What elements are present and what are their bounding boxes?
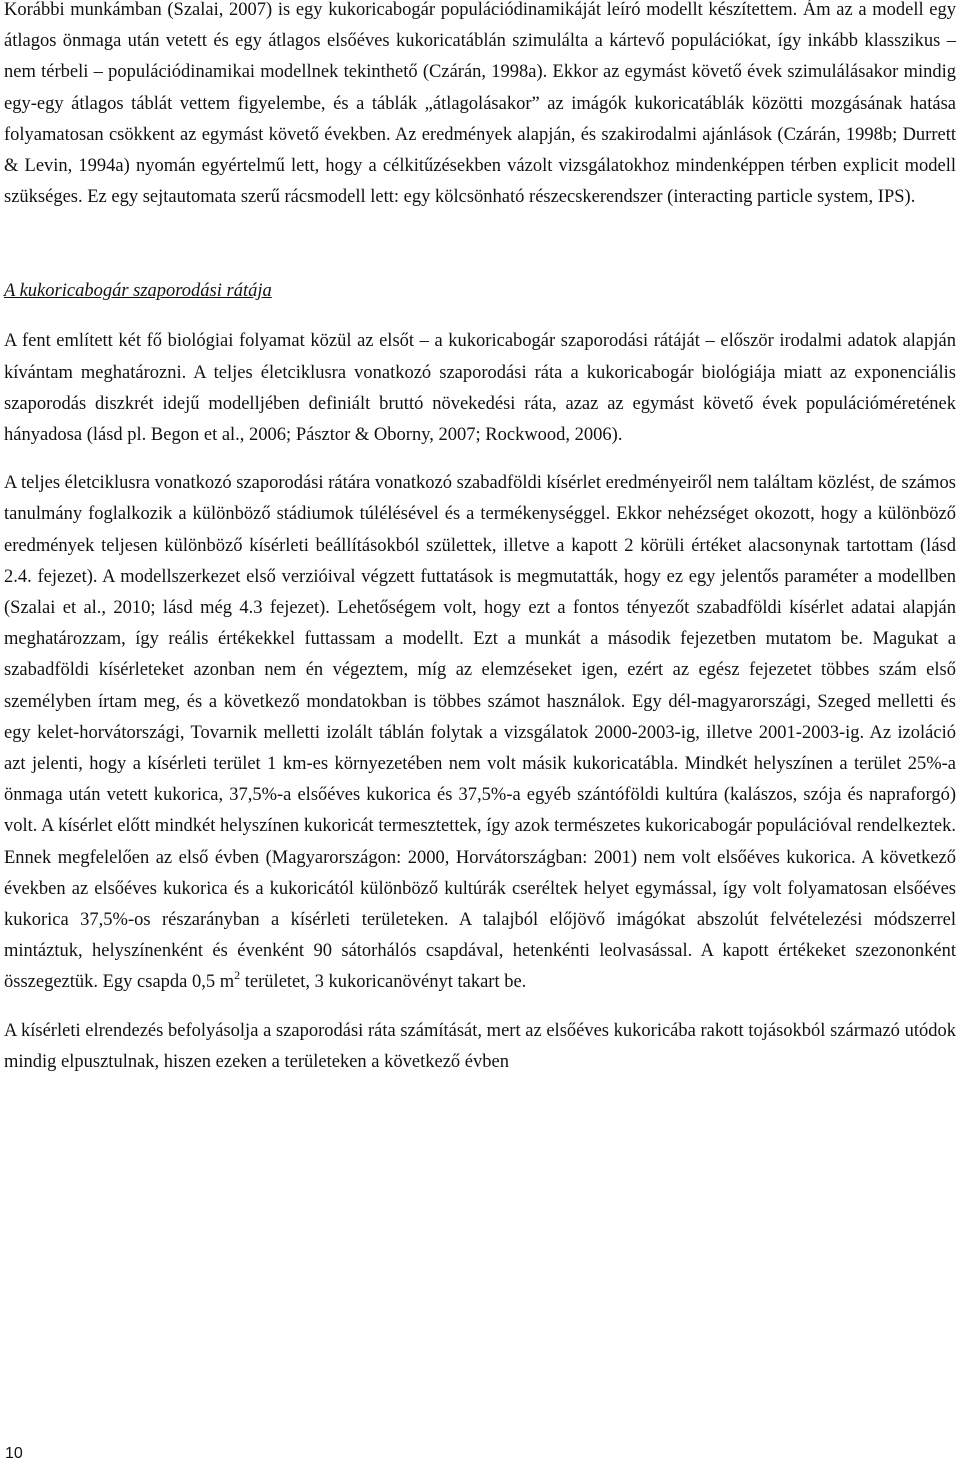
superscript-exponent: 2 [234, 968, 241, 983]
paragraph-experimental-design: A kísérleti elrendezés befolyásolja a szaporodási ráta számítását, mert az elsőéves kukoricába rakott tojásokból származó utódok mindig elpusztulnak, hiszen ezeken a területeken a következő évben [4, 1020, 956, 1072]
paragraph-field-experiment [4, 468, 956, 998]
page-number: 10 [5, 1445, 23, 1462]
intro-paragraph: Korábbi munkámban (Szalai, 2007) is egy kukoricabogár populációdinamikáját leíró modellt készítettem. Ám az a modell egy átlagos önmaga után vetett és egy átlagos elsőéves kukoricatáblán szimulálta a kártevő populációkat, így inkább klasszikus – nem térbeli – populációdinamikai modellnek tekinthető (Czárán, 1998a). Ekkor az egymást követő évek szimulálásakor mindig egy-egy átlagos táblát vettem figyelembe, és a táblák „átlagolásakor” az imágók kukoricatáblák közötti mozgásának hatása folyamatosan csökkent az egymást követő években. Az eredmények alapján, és szakirodalmi ajánlások (Czárán, 1998b; Durrett & Levin, 1994a) nyomán egyértelmű lett, hogy a célkitűzésekben vázolt vizsgálatokhoz mindenképpen térben explicit modell szükséges. Ez egy sejtautomata szerű rácsmodell lett: egy kölcsönható részecskerendszer (interacting particle system, IPS). [4, 0, 956, 208]
paragraph-reproduction-rate: A fent említett két fő biológiai folyamat közül az elsőt – a kukoricabogár szaporodási rátáját – először irodalmi adatok alapján kívántam meghatározni. A teljes életciklusra vonatkozó szaporodási ráta a kukoricabogár biológiája miatt az exponenciális szaporodás diszkrét idejű modelljében definiált bruttó növekedési ráta, azaz az egymást követő évek populációméretének hányadosa (lásd pl. Begon et al., 2006; Pásztor & Oborny, 2007; Rockwood, 2006). [4, 331, 956, 446]
section-heading: A kukoricabogár szaporodási rátája [4, 281, 272, 302]
document-page [4, 0, 956, 1078]
paragraph-field-experiment-text: A teljes életciklusra vonatkozó szaporodási rátára vonatkozó szabadföldi kísérlet eredményeiről nem találtam közlést, de számos tanulmány foglalkozik a különböző stádiumok túlélésével és a termékenységgel. Ekkor nehézséget okozott, hogy a különböző eredmények teljesen különböző kísérleti beállításokból születtek, illetve a kapott 2 körüli értéket alacsonynak tartottam (lásd 2.4. fejezet). A modellszerkezet első verzióival végzett futtatások is megmutatták, hogy ez egy jelentős paraméter a modellben (Szalai et al., 2010; lásd még 4.3 fejezet). Lehetőségem volt, hogy ezt a fontos tényezőt szabadföldi kísérlet adatai alapján meghatározzam, így reális értékekkel futtassam a modellt. Ezt a munkát a második fejezetben mutatom be. Magukat a szabadföldi kísérleteket azonban nem én végeztem, míg az elemzéseket igen, ezért az egész fejezetet többes szám első személyben írtam meg, és a következő mondatokban is többes számot használok. Egy dél-magyarországi, Szeged melletti és egy kelet-horvátországi, Tovarnik melletti izolált táblán folytak a vizsgálatok 2000-2003-ig, illetve 2001-2003-ig. Az izoláció azt jelenti, hogy a kísérleti terület 1 km-es környezetében nem volt másik kukoricatábla. Mindkét helyszínen a terület 25%-a önmaga után vetett kukorica, 37,5%-a elsőéves kukorica és 37,5%-a egyéb szántóföldi kultúra (kalászos, szója és napraforgó) volt. A kísérlet előtt mindkét helyszínen kukoricát termesztettek, így azok természetes kukoricabogár populációval rendelkeztek. Ennek megfelelően az első évben (Magyarországon: 2000, Horvátországban: 2001) nem volt elsőéves kukorica. A következő években az elsőéves kukorica és a kukoricától különböző kultúrák cseréltek helyet egymással, így volt folyamatosan elsőéves kukorica 37,5%-os részarányban a kísérleti területeken. A talajból előjövő imágókat abszolút felvételezési módszerrel mintáztuk, helyszínenként és évenként 90 sátorhálós csapdával, hetenkénti leolvasással. A kapott értékeket szezononként összegeztük. Egy csapda 0,5 m [4, 473, 956, 993]
paragraph-field-experiment-tail: területet, 3 kukoricanövényt takart be. [240, 972, 527, 993]
